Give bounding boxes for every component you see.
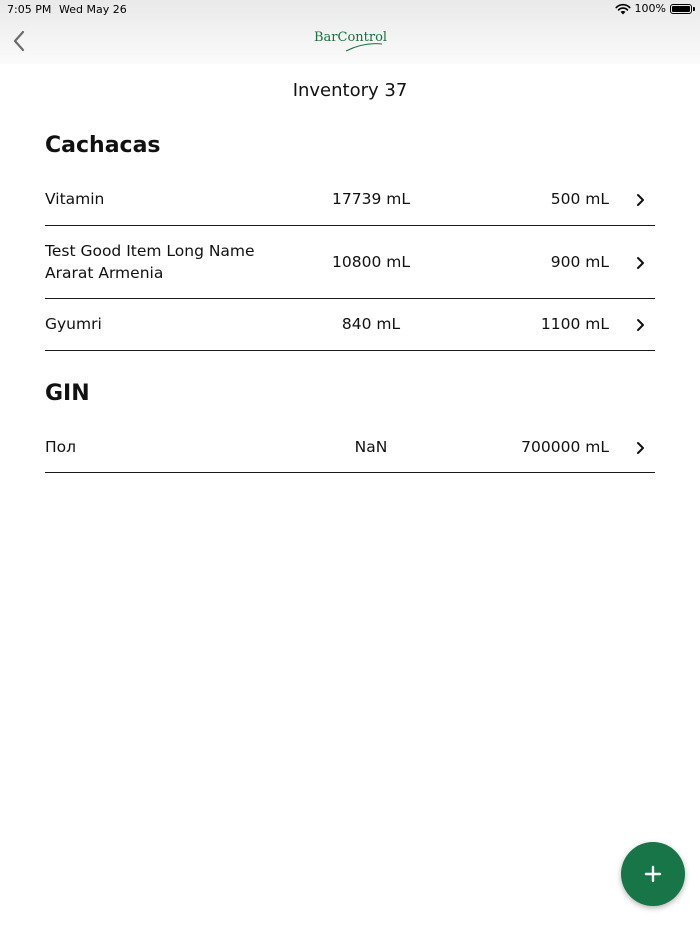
section-title-gin: GIN [45, 381, 90, 406]
logo-text: BarControl [314, 30, 388, 45]
item-name: Пол [45, 438, 77, 456]
add-item-button[interactable] [621, 842, 685, 906]
chevron-right-icon [635, 256, 645, 270]
inventory-row[interactable] [45, 175, 655, 226]
inventory-row[interactable] [45, 299, 655, 351]
item-name: Test Good Item Long Name Ararat Armenia [45, 242, 255, 282]
section-title-cachacas: Cachacas [45, 133, 161, 158]
inventory-row[interactable] [45, 226, 655, 299]
item-name: Vitamin [45, 190, 105, 208]
status-time: 7:05 PM [7, 3, 52, 16]
item-quantity: NaN [354, 438, 388, 456]
status-date: Wed May 26 [59, 3, 127, 16]
page-title: Inventory 37 [292, 80, 408, 101]
item-unit-size: 500 mL [550, 190, 609, 208]
item-quantity: 10800 mL [332, 253, 410, 271]
item-name: Gyumri [45, 315, 102, 333]
chevron-right-icon [635, 318, 645, 332]
item-unit-size: 900 mL [550, 253, 609, 271]
barcontrol-logo [314, 30, 388, 52]
item-unit-size: 700000 mL [521, 438, 609, 456]
inventory-row[interactable] [45, 422, 655, 473]
plus-icon [644, 865, 662, 883]
battery-percent: 100% [634, 2, 666, 15]
chevron-right-icon [635, 193, 645, 207]
status-bar [0, 0, 700, 20]
back-button[interactable] [6, 27, 32, 55]
logo-swoosh [344, 41, 384, 53]
item-quantity: 17739 mL [332, 190, 410, 208]
wifi-icon [615, 3, 631, 15]
battery-icon [670, 4, 692, 14]
top-bar [0, 0, 700, 64]
chevron-right-icon [635, 441, 645, 455]
status-indicators [615, 2, 692, 15]
item-unit-size: 1100 mL [540, 315, 609, 333]
chevron-left-icon [12, 30, 26, 52]
item-quantity: 840 mL [341, 315, 401, 333]
